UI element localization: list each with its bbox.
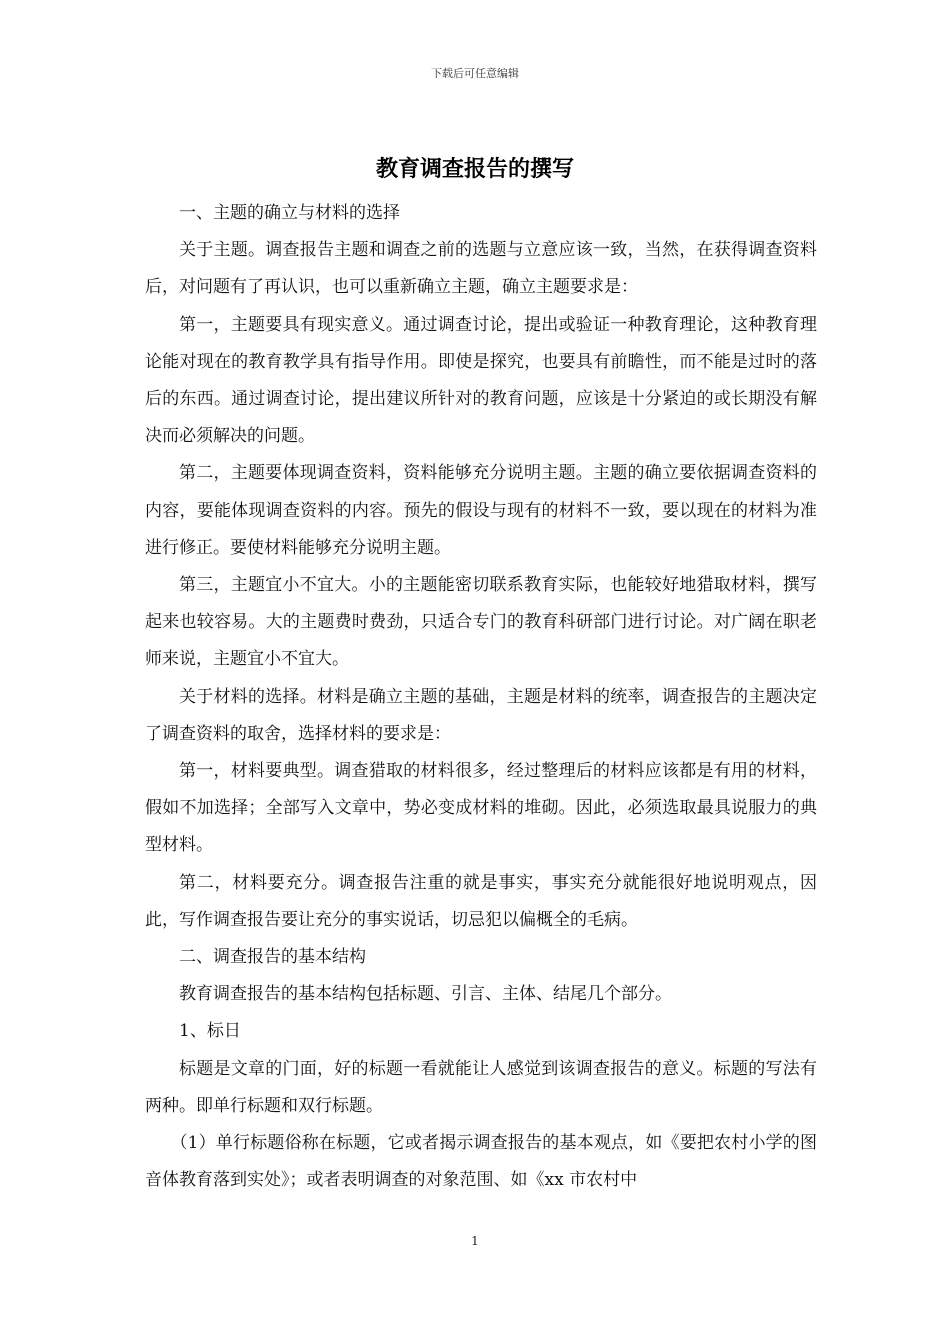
page-header: 下载后可任意编辑 [431, 67, 519, 80]
section-heading-1: 一、主题的确立与材料的选择 [179, 203, 400, 223]
section-heading-2: 二、调查报告的基本结构 [179, 947, 366, 968]
paragraph-title-description: 标题是文章的门面，好的标题一看就能让人感觉到该调查报告的意义。标题的写法有两种。即单行标题和双行标题。 [145, 1058, 817, 1116]
paragraph-theme-second: 第二，主题要体现调查资料，资料能够充分说明主题。主题的确立要依据调查资料的内容，要能体现调查资料的内容。预先的假设与现有的材料不一致，要以现在的材料为准进行修正。要使材料能够充分说明主题。 [145, 463, 817, 558]
document-body [145, 195, 817, 1199]
paragraph-theme-third: 第三，主题宜小不宜大。小的主题能密切联系教育实际，也能较好地猎取材料，撰写起来也较容易。大的主题费时费劲，只适合专门的教育科研部门进行讨论。对广阔在职老师来说，主题宜小不宜大。 [145, 575, 817, 670]
paragraph-theme-first: 第一，主题要具有现实意义。通过调查讨论，提出或验证一种教育理论，这种教育理论能对现在的教育教学具有指导作用。即使是探究，也要具有前瞻性，而不能是过时的落后的东西。通过调查讨论，提出建议所针对的教育问题，应该是十分紧迫的或长期没有解决而必须解决的问题。 [145, 314, 817, 447]
paragraph-theme-intro: 关于主题。调查报告主题和调查之前的选题与立意应该一致，当然，在获得调查资料后，对问题有了再认识，也可以重新确立主题，确立主题要求是： [145, 240, 817, 298]
paragraph-material-second: 第二，材料要充分。调查报告注重的就是事实，事实充分就能很好地说明观点，因此，写作调查报告要让充分的事实说话，切忌犯以偏概全的毛病。 [145, 872, 817, 930]
page-number: 1 [471, 1234, 479, 1248]
paragraph-single-line-title: （1）单行标题俗称在标题，它或者揭示调查报告的基本观点，如《要把农村小学的图音体教育落到实处》；或者表明调查的对象范围、如《xx 市农村中 [145, 1133, 817, 1191]
document-title: 教育调查报告的撰写 [375, 157, 574, 182]
paragraph-material-intro: 关于材料的选择。材料是确立主题的基础，主题是材料的统率，调查报告的主题决定了调查资料的取舍，选择材料的要求是： [145, 686, 817, 744]
subheading-title: 1、标日 [179, 1021, 241, 1042]
paragraph-structure-intro: 教育调查报告的基本结构包括标题、引言、主体、结尾几个部分。 [179, 984, 672, 1005]
paragraph-material-first: 第一，材料要典型。调查猎取的材料很多，经过整理后的材料应该都是有用的材料，假如不加选择；全部写入文章中，势必变成材料的堆砌。因此，必须选取最具说服力的典型材料。 [145, 761, 817, 856]
